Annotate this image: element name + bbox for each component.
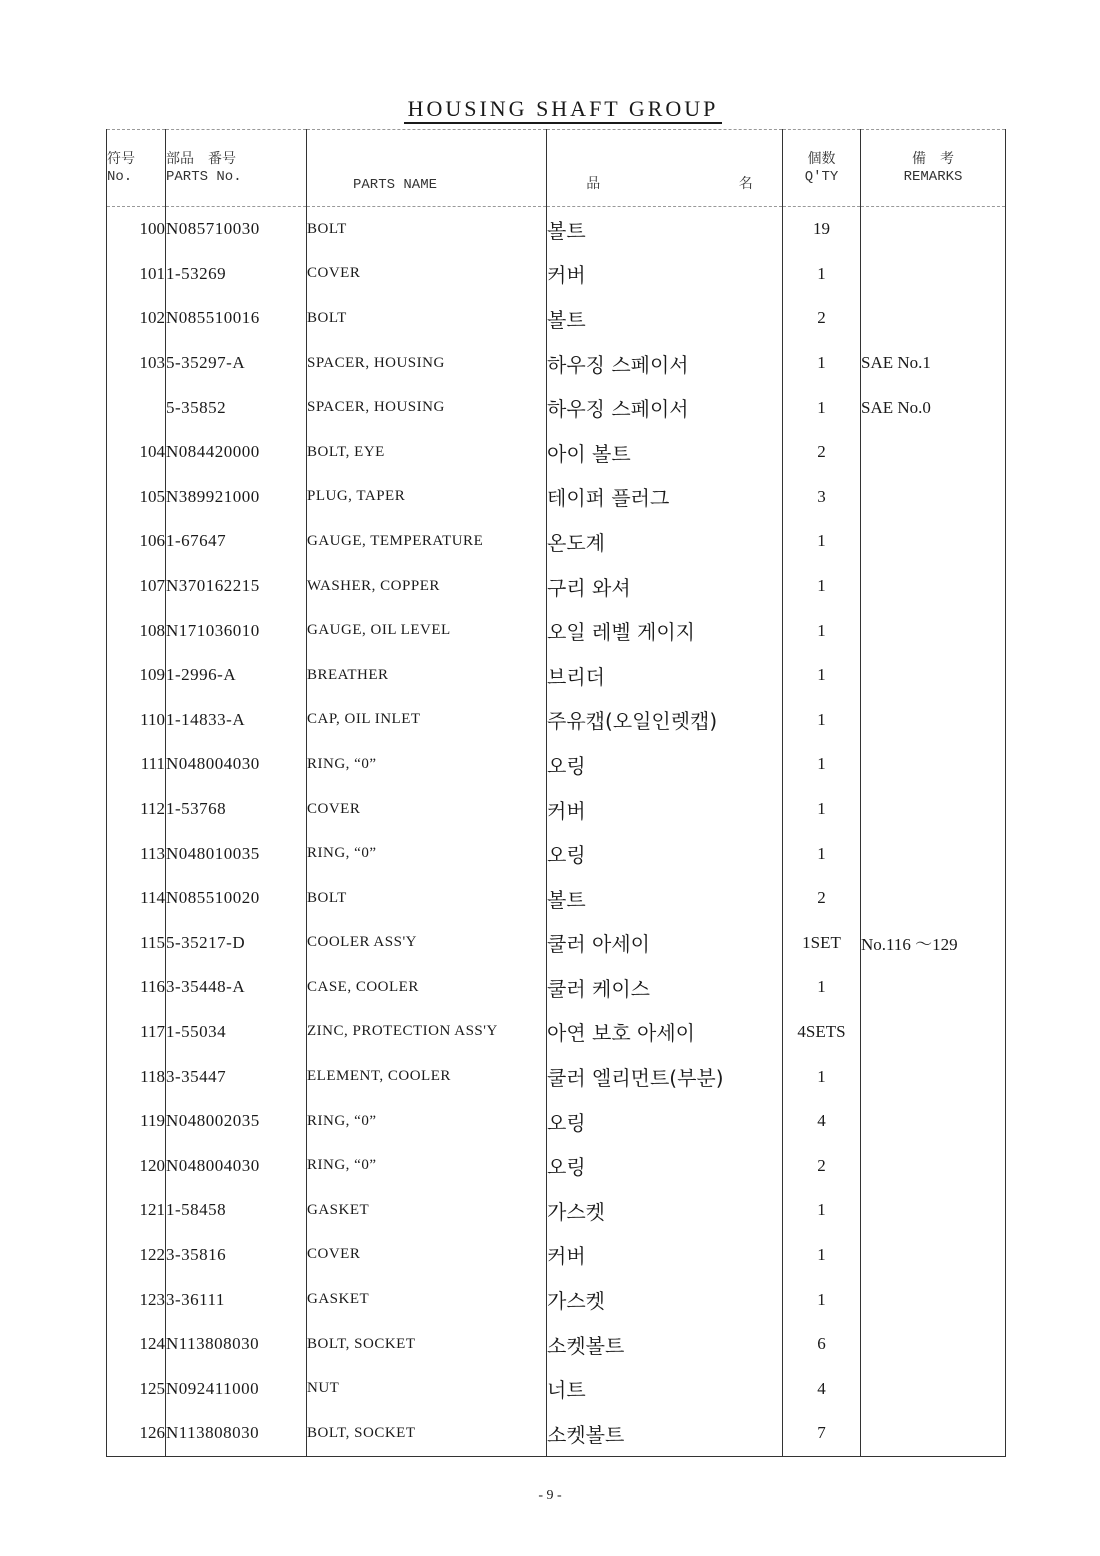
remarks-cell [861, 519, 1006, 564]
quantity-cell: 1 [783, 1188, 861, 1233]
item-number-cell: 103 [107, 341, 166, 386]
table-row [107, 1099, 1006, 1144]
parts-number-cell: 5-35852 [166, 385, 307, 430]
parts-name-cell: RING, “0” [307, 742, 547, 787]
remarks-cell [861, 1188, 1006, 1233]
parts-table [106, 129, 1006, 1457]
quantity-cell: 19 [783, 207, 861, 252]
table-row [107, 430, 1006, 475]
korean-name-cell: 아연 보호 아세이 [547, 1010, 783, 1055]
parts-name-cell: COVER [307, 787, 547, 832]
quantity-cell: 1 [783, 698, 861, 743]
header-parts-name-label: PARTS NAME [353, 177, 438, 193]
header-parts-no-cjk: 部品 番号 [166, 151, 236, 167]
item-number-cell: 116 [107, 965, 166, 1010]
parts-name-cell: BOLT, SOCKET [307, 1411, 547, 1456]
quantity-cell: 1 [783, 831, 861, 876]
item-number-cell: 104 [107, 430, 166, 475]
parts-name-cell: WASHER, COPPER [307, 564, 547, 609]
quantity-cell: 2 [783, 430, 861, 475]
item-number-cell: 112 [107, 787, 166, 832]
korean-name-cell: 볼트 [547, 876, 783, 921]
remarks-cell [861, 1277, 1006, 1322]
parts-name-cell: CASE, COOLER [307, 965, 547, 1010]
parts-name-cell: RING, “0” [307, 1099, 547, 1144]
table-row [107, 742, 1006, 787]
item-number-cell: 120 [107, 1143, 166, 1188]
quantity-cell: 1 [783, 787, 861, 832]
korean-name-cell: 가스켓 [547, 1277, 783, 1322]
item-number-cell: 124 [107, 1322, 166, 1367]
remarks-cell [861, 296, 1006, 341]
parts-name-cell: BOLT, SOCKET [307, 1322, 547, 1367]
parts-number-cell: 1-55034 [166, 1010, 307, 1055]
parts-number-cell: N048010035 [166, 831, 307, 876]
parts-number-cell: 5-35217-D [166, 921, 307, 966]
korean-name-cell: 볼트 [547, 207, 783, 252]
korean-name-cell: 가스켓 [547, 1188, 783, 1233]
parts-number-cell: 3-35447 [166, 1054, 307, 1099]
table-row [107, 385, 1006, 430]
remarks-cell [861, 1099, 1006, 1144]
korean-name-cell: 테이퍼 플러그 [547, 475, 783, 520]
header-qty-cjk: 個数 [807, 151, 836, 167]
parts-name-cell: BOLT [307, 876, 547, 921]
parts-number-cell: N085510020 [166, 876, 307, 921]
header-korean-cjk-1: 品 [586, 176, 601, 192]
remarks-cell [861, 698, 1006, 743]
remarks-cell [861, 1366, 1006, 1411]
item-number-cell [107, 385, 166, 430]
remarks-cell [861, 608, 1006, 653]
parts-number-cell: N085710030 [166, 207, 307, 252]
remarks-cell [861, 742, 1006, 787]
item-number-cell: 105 [107, 475, 166, 520]
parts-number-cell: N113808030 [166, 1322, 307, 1367]
header-remarks [861, 130, 1006, 207]
parts-number-cell: 1-14833-A [166, 698, 307, 743]
page-title [0, 96, 1100, 122]
parts-name-cell: RING, “0” [307, 831, 547, 876]
table-row [107, 1233, 1006, 1278]
header-parts-no [166, 130, 307, 207]
item-number-cell: 119 [107, 1099, 166, 1144]
parts-number-cell: 3-35816 [166, 1233, 307, 1278]
header-remarks-label: REMARKS [903, 169, 963, 185]
quantity-cell: 2 [783, 296, 861, 341]
parts-name-cell: RING, “0” [307, 1143, 547, 1188]
table-row [107, 296, 1006, 341]
table-row [107, 1322, 1006, 1367]
parts-name-cell: BOLT [307, 296, 547, 341]
parts-name-cell: ELEMENT, COOLER [307, 1054, 547, 1099]
table-row [107, 564, 1006, 609]
korean-name-cell: 너트 [547, 1366, 783, 1411]
parts-number-cell: 1-53768 [166, 787, 307, 832]
korean-name-cell: 구리 와셔 [547, 564, 783, 609]
parts-table-body [107, 207, 1006, 1457]
korean-name-cell: 오링 [547, 742, 783, 787]
remarks-cell [861, 564, 1006, 609]
korean-name-cell: 하우징 스페이서 [547, 341, 783, 386]
table-header-row [107, 130, 1006, 207]
table-row [107, 653, 1006, 698]
korean-name-cell: 커버 [547, 252, 783, 297]
table-row [107, 475, 1006, 520]
header-qty [783, 130, 861, 207]
parts-number-cell: N085510016 [166, 296, 307, 341]
remarks-cell [861, 1233, 1006, 1278]
item-number-cell: 125 [107, 1366, 166, 1411]
korean-name-cell: 오일 레벨 게이지 [547, 608, 783, 653]
item-number-cell: 117 [107, 1010, 166, 1055]
korean-name-cell: 주유캡(오일인렛캡) [547, 698, 783, 743]
header-no [107, 130, 166, 207]
table-row [107, 1411, 1006, 1456]
remarks-cell [861, 207, 1006, 252]
quantity-cell: 1 [783, 252, 861, 297]
korean-name-cell: 커버 [547, 787, 783, 832]
table-row [107, 787, 1006, 832]
parts-name-cell: GASKET [307, 1188, 547, 1233]
quantity-cell: 1SET [783, 921, 861, 966]
item-number-cell: 107 [107, 564, 166, 609]
item-number-cell: 108 [107, 608, 166, 653]
parts-number-cell: N048004030 [166, 1143, 307, 1188]
table-row [107, 1054, 1006, 1099]
parts-name-cell: SPACER, HOUSING [307, 385, 547, 430]
quantity-cell: 1 [783, 341, 861, 386]
header-no-cjk: 符号 [107, 151, 135, 167]
remarks-cell: SAE No.0 [861, 385, 1006, 430]
table-row [107, 698, 1006, 743]
quantity-cell: 4 [783, 1099, 861, 1144]
header-korean-name [547, 130, 783, 207]
remarks-cell [861, 430, 1006, 475]
page-number: - 9 - [538, 1488, 562, 1503]
korean-name-cell: 쿨러 아세이 [547, 921, 783, 966]
parts-name-cell: ZINC, PROTECTION ASS'Y [307, 1010, 547, 1055]
item-number-cell: 110 [107, 698, 166, 743]
parts-number-cell: 1-58458 [166, 1188, 307, 1233]
korean-name-cell: 볼트 [547, 296, 783, 341]
quantity-cell: 1 [783, 385, 861, 430]
item-number-cell: 115 [107, 921, 166, 966]
table-row [107, 252, 1006, 297]
korean-name-cell: 하우징 스페이서 [547, 385, 783, 430]
header-qty-label: Q'TY [804, 169, 839, 185]
quantity-cell: 1 [783, 653, 861, 698]
item-number-cell: 106 [107, 519, 166, 564]
korean-name-cell: 오링 [547, 831, 783, 876]
header-korean-cjk-2: 名 [738, 176, 753, 192]
parts-number-cell: N084420000 [166, 430, 307, 475]
parts-number-cell: N370162215 [166, 564, 307, 609]
quantity-cell: 1 [783, 519, 861, 564]
remarks-cell [861, 1411, 1006, 1456]
korean-name-cell: 소켓볼트 [547, 1411, 783, 1456]
table-row [107, 1366, 1006, 1411]
remarks-cell [861, 1143, 1006, 1188]
header-remarks-cjk: 備 考 [912, 151, 954, 167]
header-parts-name [307, 130, 547, 207]
header-parts-no-label: PARTS No. [166, 169, 242, 185]
quantity-cell: 1 [783, 1233, 861, 1278]
korean-name-cell: 커버 [547, 1233, 783, 1278]
parts-name-cell: COVER [307, 252, 547, 297]
parts-name-cell: GAUGE, OIL LEVEL [307, 608, 547, 653]
parts-name-cell: NUT [307, 1366, 547, 1411]
quantity-cell: 2 [783, 1143, 861, 1188]
table-row [107, 207, 1006, 252]
parts-number-cell: N389921000 [166, 475, 307, 520]
parts-name-cell: COVER [307, 1233, 547, 1278]
parts-name-cell: PLUG, TAPER [307, 475, 547, 520]
item-number-cell: 111 [107, 742, 166, 787]
remarks-cell [861, 831, 1006, 876]
remarks-cell [861, 252, 1006, 297]
remarks-cell [861, 787, 1006, 832]
remarks-cell [861, 1010, 1006, 1055]
remarks-cell: No.116 ～129 [861, 921, 1006, 966]
parts-number-cell: N113808030 [166, 1411, 307, 1456]
table-row [107, 921, 1006, 966]
item-number-cell: 101 [107, 252, 166, 297]
table-row [107, 1143, 1006, 1188]
quantity-cell: 1 [783, 1277, 861, 1322]
item-number-cell: 100 [107, 207, 166, 252]
parts-number-cell: 1-2996-A [166, 653, 307, 698]
item-number-cell: 109 [107, 653, 166, 698]
parts-number-cell: 3-36111 [166, 1277, 307, 1322]
remarks-cell [861, 475, 1006, 520]
title-text: HOUSING SHAFT GROUP [404, 96, 723, 124]
korean-name-cell: 아이 볼트 [547, 430, 783, 475]
table-row [107, 519, 1006, 564]
remarks-cell [861, 965, 1006, 1010]
table-row [107, 341, 1006, 386]
korean-name-cell: 온도계 [547, 519, 783, 564]
parts-name-cell: GAUGE, TEMPERATURE [307, 519, 547, 564]
remarks-cell [861, 1054, 1006, 1099]
item-number-cell: 114 [107, 876, 166, 921]
quantity-cell: 3 [783, 475, 861, 520]
table-row [107, 1188, 1006, 1233]
quantity-cell: 7 [783, 1411, 861, 1456]
quantity-cell: 2 [783, 876, 861, 921]
korean-name-cell: 소켓볼트 [547, 1322, 783, 1367]
korean-name-cell: 오링 [547, 1143, 783, 1188]
item-number-cell: 126 [107, 1411, 166, 1456]
korean-name-cell: 쿨러 케이스 [547, 965, 783, 1010]
parts-name-cell: BOLT [307, 207, 547, 252]
quantity-cell: 4SETS [783, 1010, 861, 1055]
quantity-cell: 4 [783, 1366, 861, 1411]
item-number-cell: 121 [107, 1188, 166, 1233]
parts-number-cell: N048002035 [166, 1099, 307, 1144]
parts-number-cell: N092411000 [166, 1366, 307, 1411]
item-number-cell: 122 [107, 1233, 166, 1278]
remarks-cell [861, 653, 1006, 698]
item-number-cell: 113 [107, 831, 166, 876]
item-number-cell: 123 [107, 1277, 166, 1322]
remarks-cell [861, 876, 1006, 921]
quantity-cell: 1 [783, 608, 861, 653]
parts-name-cell: GASKET [307, 1277, 547, 1322]
korean-name-cell: 쿨러 엘리먼트(부분) [547, 1054, 783, 1099]
quantity-cell: 1 [783, 965, 861, 1010]
parts-number-cell: 5-35297-A [166, 341, 307, 386]
korean-name-cell: 브리더 [547, 653, 783, 698]
parts-number-cell: 3-35448-A [166, 965, 307, 1010]
parts-number-cell: N171036010 [166, 608, 307, 653]
table-row [107, 965, 1006, 1010]
parts-name-cell: BOLT, EYE [307, 430, 547, 475]
parts-name-cell: SPACER, HOUSING [307, 341, 547, 386]
table-row [107, 608, 1006, 653]
korean-name-cell: 오링 [547, 1099, 783, 1144]
quantity-cell: 1 [783, 564, 861, 609]
header-no-label: No. [107, 169, 133, 185]
table-row [107, 876, 1006, 921]
parts-number-cell: N048004030 [166, 742, 307, 787]
parts-name-cell: BREATHER [307, 653, 547, 698]
table-row [107, 831, 1006, 876]
parts-number-cell: 1-53269 [166, 252, 307, 297]
table-row [107, 1277, 1006, 1322]
remarks-cell: SAE No.1 [861, 341, 1006, 386]
quantity-cell: 1 [783, 1054, 861, 1099]
table-row [107, 1010, 1006, 1055]
parts-name-cell: CAP, OIL INLET [307, 698, 547, 743]
parts-number-cell: 1-67647 [166, 519, 307, 564]
item-number-cell: 118 [107, 1054, 166, 1099]
quantity-cell: 1 [783, 742, 861, 787]
item-number-cell: 102 [107, 296, 166, 341]
remarks-cell [861, 1322, 1006, 1367]
parts-name-cell: COOLER ASS'Y [307, 921, 547, 966]
quantity-cell: 6 [783, 1322, 861, 1367]
